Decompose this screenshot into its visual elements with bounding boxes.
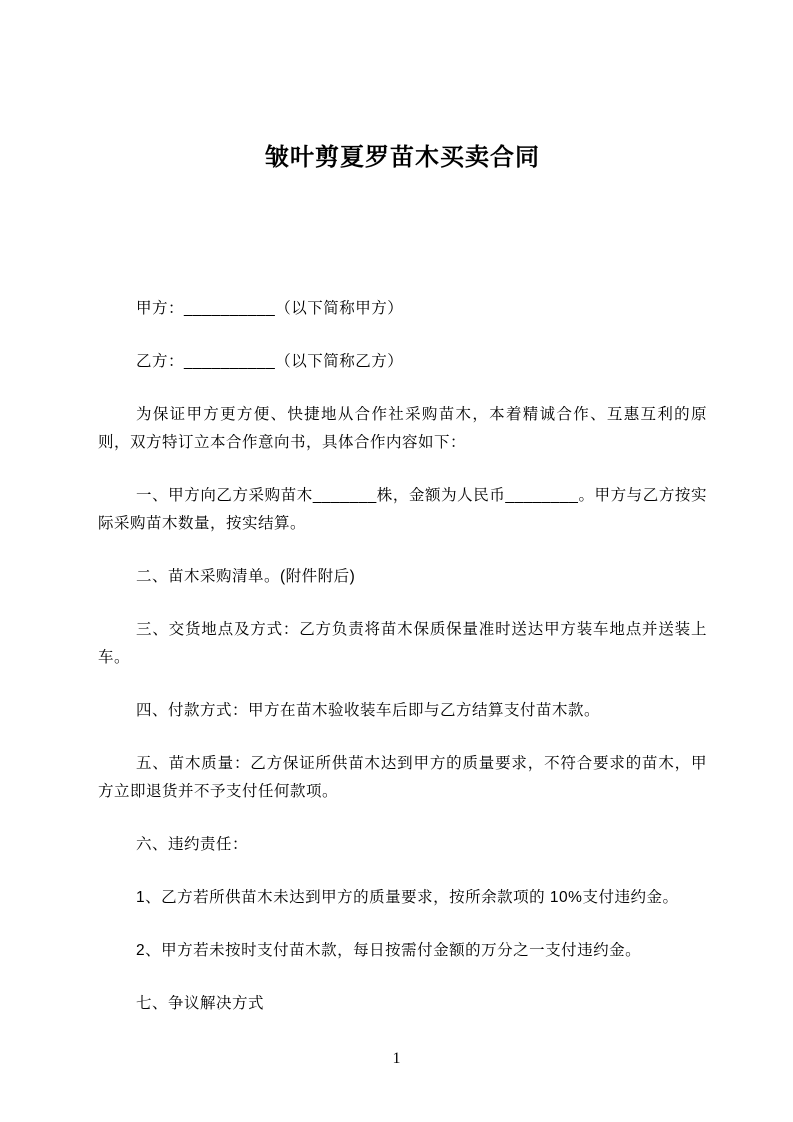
clause-6-liability: 六、违约责任： bbox=[136, 836, 249, 853]
clause-4-payment: 四、付款方式：甲方在苗木验收装车后即与乙方结算支付苗木款。 bbox=[136, 702, 601, 719]
party-b-line: 乙方：__________（以下简称乙方） bbox=[136, 353, 404, 370]
clause-7-dispute-resolution: 七、争议解决方式 bbox=[136, 995, 265, 1012]
preamble-paragraph: 为保证甲方更方便、快捷地从合作社采购苗木，本着精诚合作、互惠互利的原则，双方特订立本合作意向书，具体合作内容如下： bbox=[98, 406, 707, 451]
clause-3-delivery: 三、交货地点及方式：乙方负责将苗木保质保量准时送达甲方装车地点并送装上车。 bbox=[98, 621, 707, 666]
party-a-line: 甲方：__________（以下简称甲方） bbox=[136, 300, 404, 317]
document-title: 皱叶剪夏罗苗木买卖合同 bbox=[265, 144, 540, 171]
clause-6-sub-2: 2、甲方若未按时支付苗木款，每日按需付金额的万分之一支付违约金。 bbox=[136, 942, 642, 959]
clause-2-purchase-list: 二、苗木采购清单。(附件附后) bbox=[136, 568, 356, 585]
clause-5-quality: 五、苗木质量：乙方保证所供苗木达到甲方的质量要求，不符合要求的苗木，甲方立即退货并不予支付任何款项。 bbox=[98, 755, 707, 800]
clause-1-quantity-amount: 一、甲方向乙方采购苗木_______株，金额为人民币________。甲方与乙方按实际采购苗木数量，按实结算。 bbox=[98, 487, 707, 532]
page-number: 1 bbox=[392, 1050, 401, 1067]
clause-6-sub-1: 1、乙方若所供苗木未达到甲方的质量要求，按所余款项的 10%支付违约金。 bbox=[136, 889, 679, 906]
